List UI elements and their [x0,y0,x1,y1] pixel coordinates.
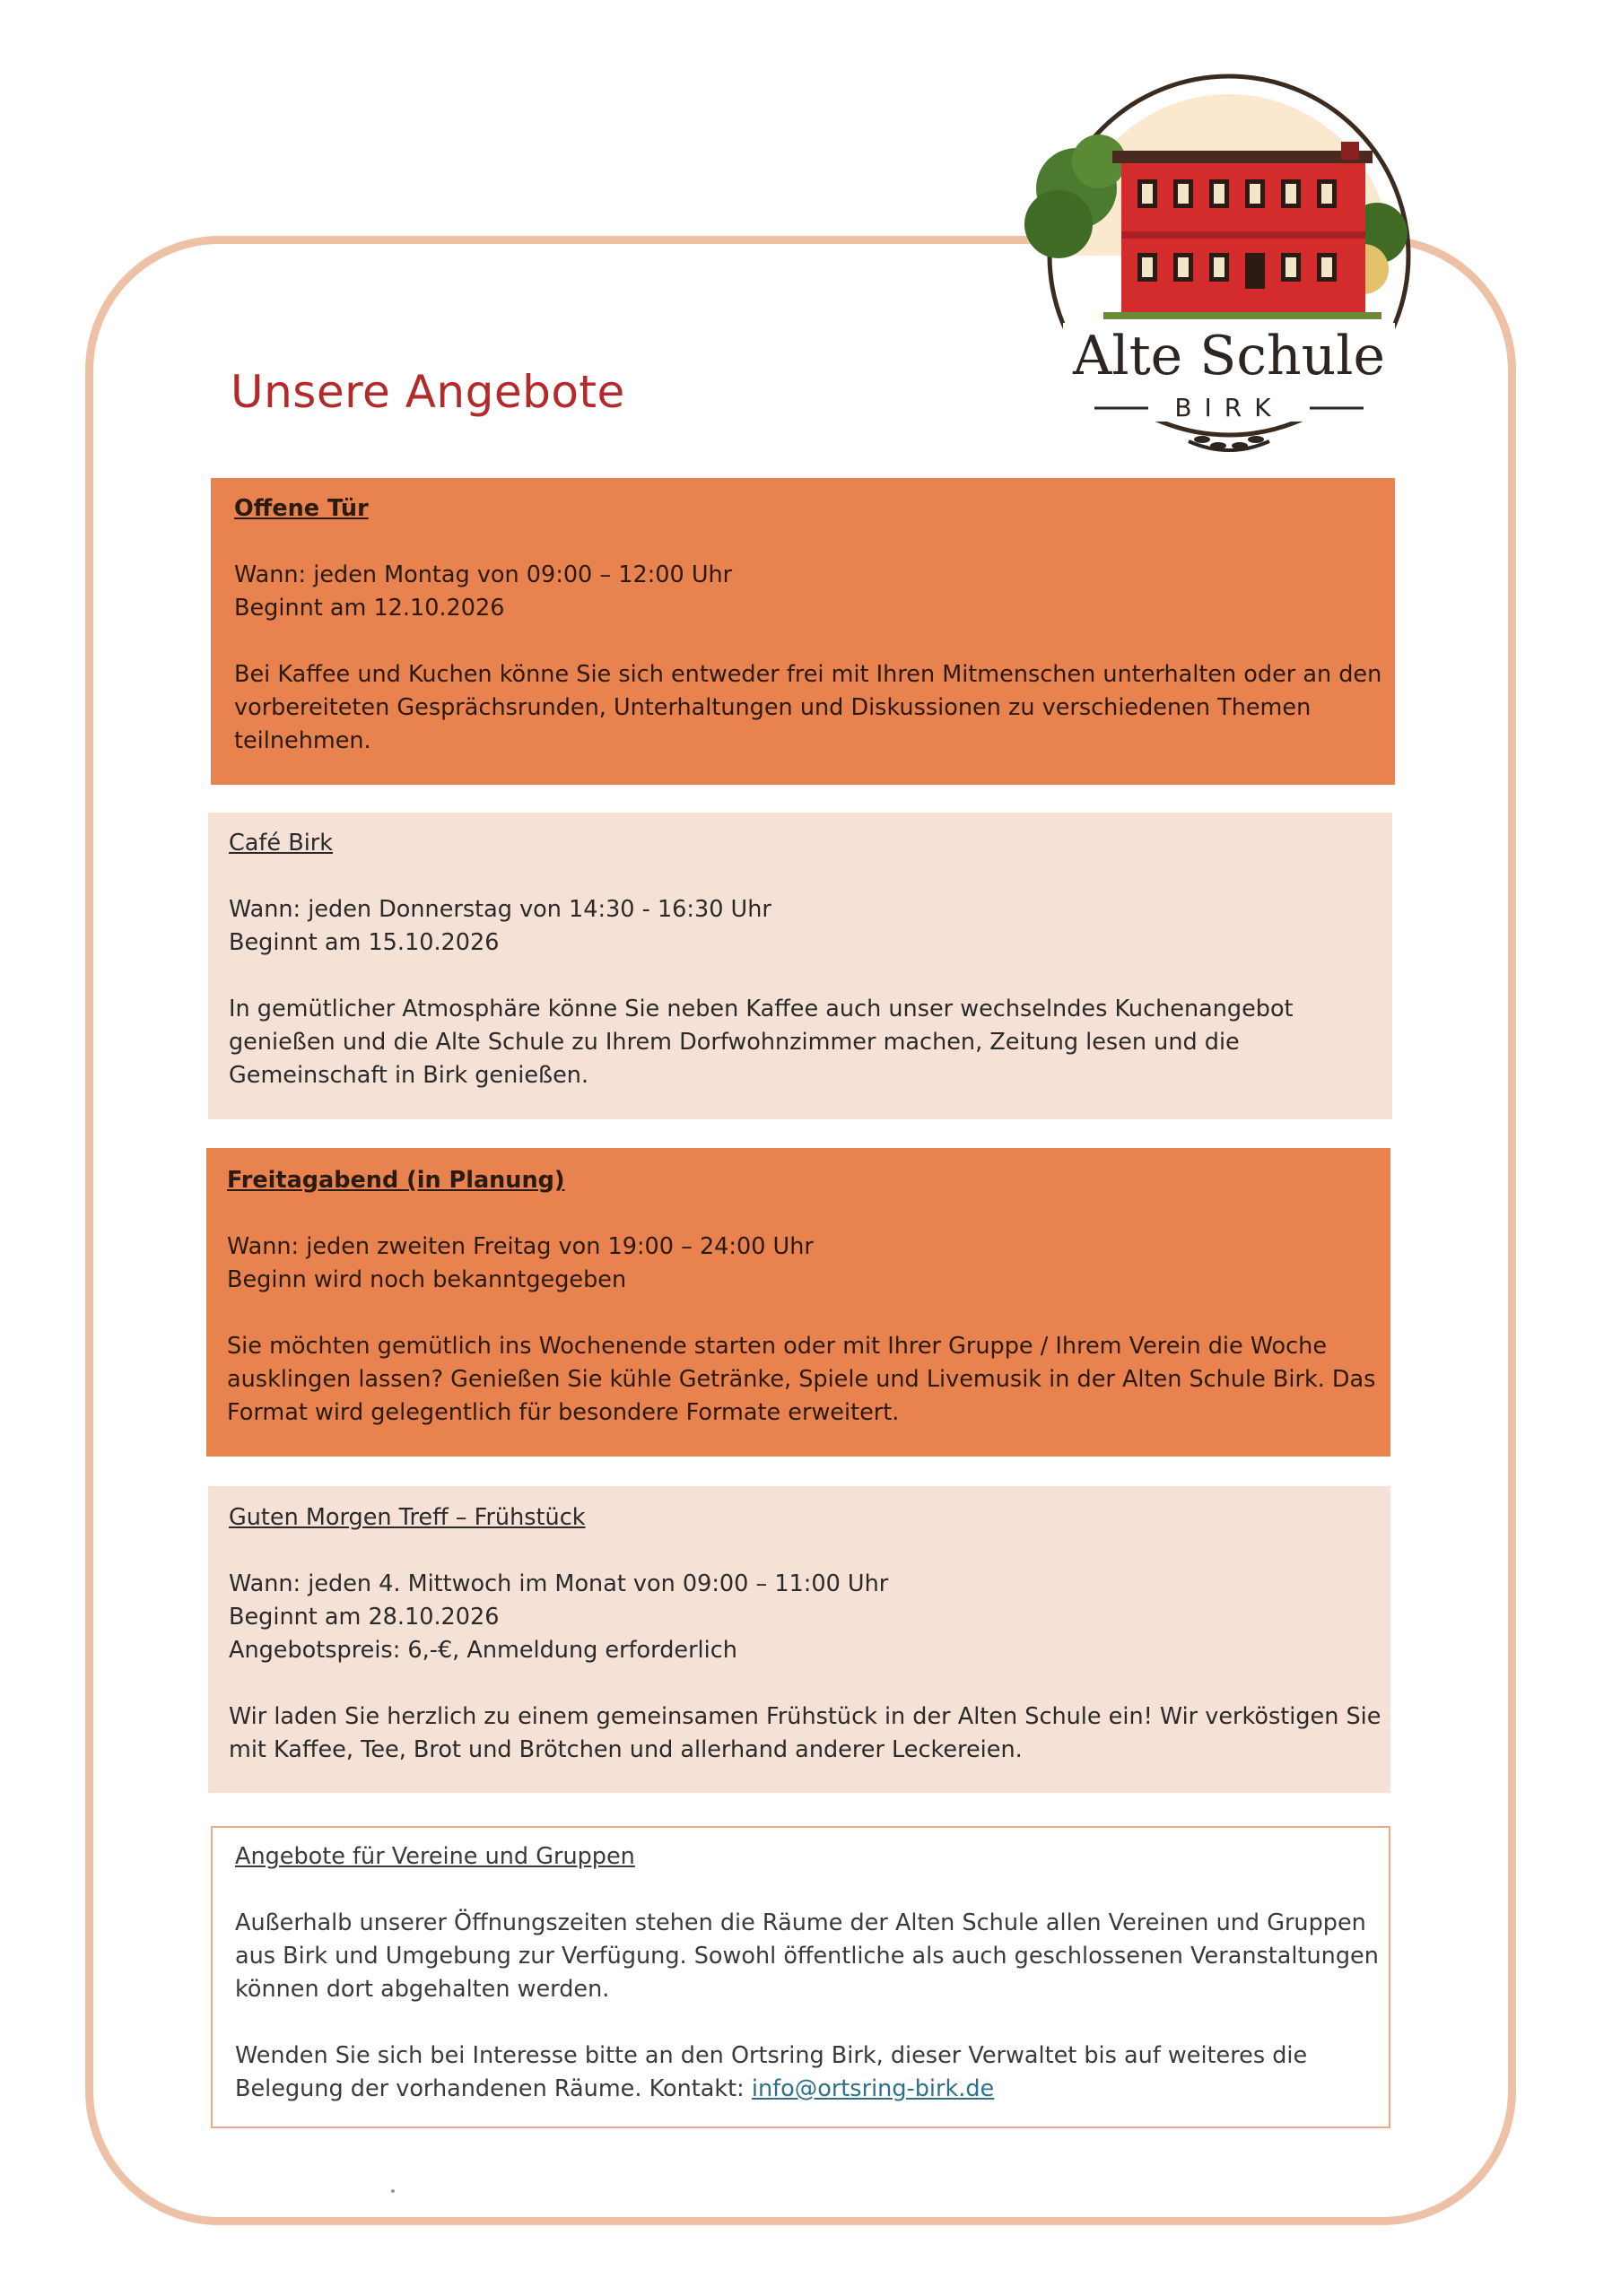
offer-desc-line: mit Kaffee, Tee, Brot und Brötchen und allerhand anderer Leckereien. [229,1736,1023,1763]
offer-start: Beginn wird noch bekanntgegeben [227,1266,627,1293]
offer-desc-line: In gemütlicher Atmosphäre könne Sie neben Kaffee auch unser wechselndes Kuchenangebot [229,996,1294,1022]
offer-card-freitagabend [206,1148,1390,1457]
offer-when: Wann: jeden Donnerstag von 14:30 - 16:30 Uhr [229,896,771,923]
groups-text-line: können dort abgehalten werden. [235,1976,610,2003]
offer-desc-line: genießen und die Alte Schule zu Ihrem Dorfwohnzimmer machen, Zeitung lesen und die [229,1029,1240,1056]
svg-text:Alte Schule: Alte Schule [1073,325,1385,387]
offer-desc-line: teilnehmen. [234,727,371,754]
offer-desc-line: Wir laden Sie herzlich zu einem gemeinsamen Frühstück in der Alten Schule ein! Wir verköstigen Sie [229,1703,1381,1730]
groups-text-line: Wenden Sie sich bei Interesse bitte an den Ortsring Birk, dieser Verwaltet bis auf weiteres die [235,2042,1308,2069]
contact-email-link[interactable]: info@ortsring-birk.de [751,2075,995,2102]
page-title: Unsere Angebote [231,366,625,418]
offer-desc-line: ausklingen lassen? Genießen Sie kühle Getränke, Spiele und Livemusik in der Alten Schule Birk. Das [227,1366,1376,1393]
groups-contact-line [235,2073,1389,2106]
offer-start: Beginnt am 12.10.2026 [234,595,505,622]
offer-desc-line: Sie möchten gemütlich ins Wochenende starten oder mit Ihrer Gruppe / Ihrem Verein die Woche [227,1333,1328,1360]
groups-text-line: aus Birk und Umgebung zur Verfügung. Sowohl öffentliche als auch geschlossenen Veranstaltungen [235,1943,1379,1970]
offer-heading: Freitagabend (in Planung) [227,1167,565,1194]
offer-start: Beginnt am 15.10.2026 [229,929,500,956]
offer-desc-line: Gemeinschaft in Birk genießen. [229,1062,589,1089]
groups-heading: Angebote für Vereine und Gruppen [235,1843,635,1870]
offer-desc-line: Bei Kaffee und Kuchen könne Sie sich entweder frei mit Ihren Mitmenschen unterhalten oder an den [234,661,1382,688]
offer-when: Wann: jeden zweiten Freitag von 19:00 – 24:00 Uhr [227,1233,814,1260]
groups-text-line: Außerhalb unserer Öffnungszeiten stehen die Räume der Alten Schule allen Vereinen und Gruppen [235,1909,1366,1936]
scan-speck [391,2189,395,2193]
offer-heading: Café Birk [229,830,334,857]
groups-info-card [211,1826,1390,2128]
offer-desc-line: vorbereiteten Gesprächsrunden, Unterhaltungen und Diskussionen zu verschiedenen Themen [234,694,1312,721]
offer-heading: Offene Tür [234,495,369,522]
offer-when: Wann: jeden 4. Mittwoch im Monat von 09:00 – 11:00 Uhr [229,1570,889,1597]
offer-start: Beginnt am 28.10.2026 [229,1604,500,1631]
groups-contact-prefix: Belegung der vorhandenen Räume. Kontakt: [235,2075,752,2102]
offer-card-cafe-birk [208,813,1392,1119]
offer-desc-line: Format wird gelegentlich für besondere Formate erweitert. [227,1399,900,1426]
offer-card-offene-tuer [211,478,1395,785]
svg-text:BIRK: BIRK [1174,393,1284,422]
alte-schule-logo [1014,54,1435,466]
offer-when: Wann: jeden Montag von 09:00 – 12:00 Uhr [234,561,733,588]
offer-heading: Guten Morgen Treff – Frühstück [229,1504,586,1531]
offer-price: Angebotspreis: 6,-€, Anmeldung erforderlich [229,1637,737,1664]
offer-card-guten-morgen-treff [208,1486,1390,1793]
